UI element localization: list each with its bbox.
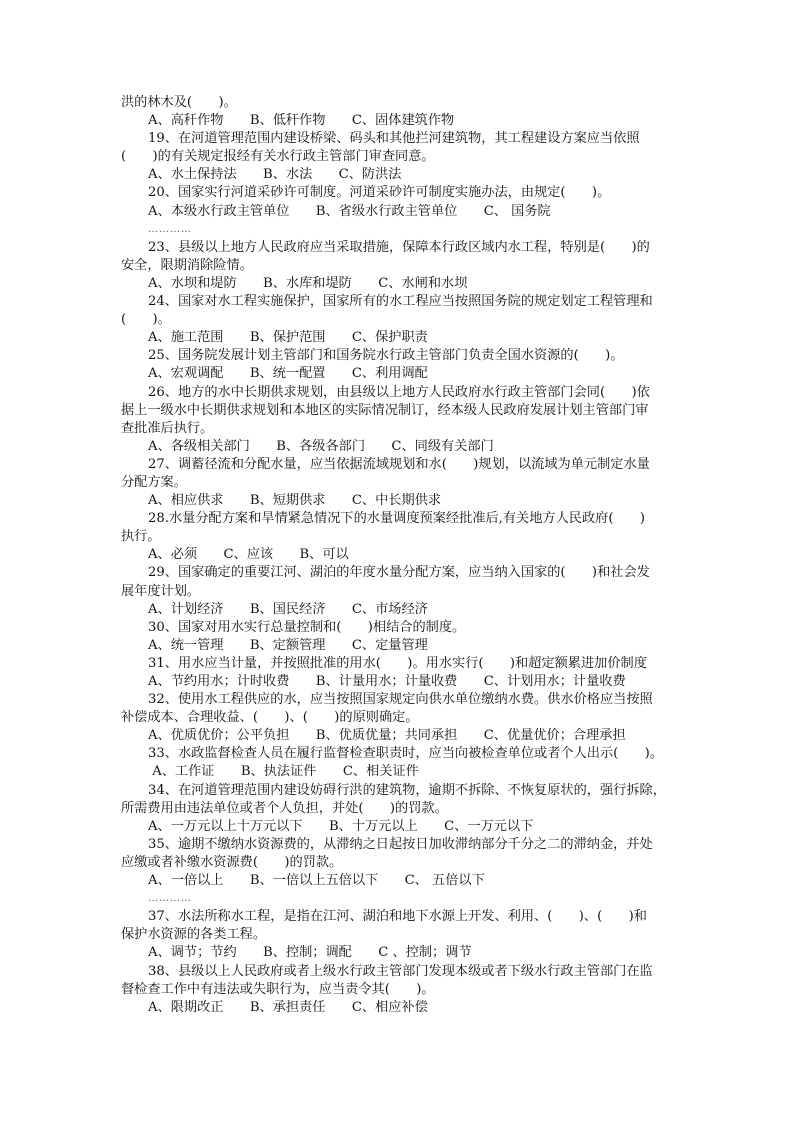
text-line: 38、县级以上人民政府或者上级水行政主管部门发现本级或者下级水行政主管部门在监 xyxy=(148,963,653,979)
exam-question-text xyxy=(121,94,681,1017)
text-line: 保护水资源的各类工程。 xyxy=(121,927,267,943)
text-line: A、施工范围 B、保护范围 C、保护职责 xyxy=(148,330,428,346)
ellipsis-separator: ………… xyxy=(148,223,192,235)
text-line: 34、在河道管理范围内建设妨碍行洪的建筑物，逾期不拆除、不恢复原状的，强行拆除， xyxy=(148,782,666,798)
text-line: 应缴或者补缴水资源费( )的罚款。 xyxy=(121,854,343,870)
text-line: A、一倍以上 B、一倍以上五倍以下 C、 五倍以下 xyxy=(148,873,485,889)
text-line: 展年度计划。 xyxy=(121,583,201,599)
text-line: 31、用水应当计量，并按照批准的用水( )。用水实行( )和超定额累进加价制度 xyxy=(148,655,647,671)
text-line: 督检查工作中有违法或失职行为，应当责令其( )。 xyxy=(121,981,435,997)
text-line: A、计划经济 B、国民经济 C、市场经济 xyxy=(148,601,428,617)
text-line: A、统一管理 B、定额管理 C、定量管理 xyxy=(148,637,428,653)
text-line: A、一万元以上十万元以下 B、十万元以上 C、一万元以下 xyxy=(148,818,534,834)
text-line: A、调节；节约 B、控制；调配 C 、控制；调节 xyxy=(148,945,472,961)
text-line: 29、国家确定的重要江河、湖泊的年度水量分配方案，应当纳入国家的( )和社会发 xyxy=(148,565,650,581)
text-line: 洪的林木及( )。 xyxy=(121,95,237,110)
text-line: 25、国务院发展计划主管部门和国务院水行政主管部门负责全国水资源的( )。 xyxy=(148,348,624,364)
text-line: 19、在河道管理范围内建设桥梁、码头和其他拦河建筑物，其工程建设方案应当依照 xyxy=(148,131,640,147)
text-line: A、高秆作物 B、低秆作物 C、固体建筑作物 xyxy=(148,113,455,129)
text-line: 27、调蓄径流和分配水量，应当依据流域规划和水( )规划，以流域为单元制定水量 xyxy=(148,456,650,472)
text-line: 30、国家对用水实行总量控制和( )相结合的制度。 xyxy=(148,619,466,635)
text-line: 分配方案。 xyxy=(121,474,187,490)
text-line: 安全，限期消除险情。 xyxy=(121,257,253,273)
text-line: A、本级水行政主管单位 B、省级水行政主管单位 C、 国务院 xyxy=(148,203,551,219)
text-line: 28.水量分配方案和旱情紧急情况下的水量调度预案经批准后,有关地方人民政府( ) xyxy=(148,511,646,527)
text-line: 据上一级水中长期供求规划和本地区的实际情况制订，经本级人民政府发展计划主管部门审 xyxy=(121,402,649,418)
text-line: ( )的有关规定报经有关水行政主管部门审查同意。 xyxy=(121,149,435,165)
text-line: 26、地方的水中长期供求规划，由县级以上地方人民政府水行政主管部门会同( )依 xyxy=(148,384,650,400)
text-line: 23、县级以上地方人民政府应当采取措施，保障本行政区域内水工程，特别是( )的 xyxy=(148,239,650,255)
text-line: 37、水法所称水工程，是指在江河、湖泊和地下水源上开发、利用、( )、( )和 xyxy=(148,909,647,925)
text-line: 33、水政监督检查人员在履行监督检查职责时，应当向被检查单位或者个人出示( )。 xyxy=(148,746,664,762)
text-line: A、各级相关部门 B、各级各部门 C、同级有关部门 xyxy=(148,438,494,454)
text-line: 查批准后执行。 xyxy=(121,420,214,436)
text-line: 32、使用水工程供应的水，应当按照国家规定向供水单位缴纳水费。供水价格应当按照 xyxy=(148,692,653,708)
text-line: A、工作证 B、执法证件 C、相关证件 xyxy=(148,764,419,780)
text-line: 35、逾期不缴纳水资源费的，从滞纳之日起按日加收滞纳部分千分之二的滞纳金，并处 xyxy=(148,836,653,852)
text-line: A、水坝和堤防 B、水库和堤防 C、水闸和水坝 xyxy=(148,275,468,291)
text-line: A、优质优价；公平负担 B、优质优量；共同承担 C、优量优价；合理承担 xyxy=(148,728,626,744)
text-line: 24、国家对水工程实施保护，国家所有的水工程应当按照国务院的规定划定工程管理和 xyxy=(148,294,653,310)
text-line: 补偿成本、合理收益、( )、( )的原则确定。 xyxy=(121,710,419,726)
text-line: 20、国家实行河道采砂许可制度。河道采砂许可制度实施办法，由规定( )。 xyxy=(148,185,611,201)
text-line: A、相应供求 B、短期供求 C、中长期供求 xyxy=(148,493,442,509)
text-line: 所需费用由违法单位或者个人负担，并处( )的罚款。 xyxy=(121,800,448,816)
text-line: ( )。 xyxy=(121,312,171,328)
text-line: A、节约用水；计时收费 B、计量用水；计量收费 C、计划用水；计量收费 xyxy=(148,674,626,689)
text-line: A、必须 C、应该 B、可以 xyxy=(148,547,349,563)
text-line: A、宏观调配 B、统一配置 C、利用调配 xyxy=(148,366,428,382)
text-line: A、限期改正 B、承担责任 C、相应补偿 xyxy=(148,999,428,1015)
text-line: 执行。 xyxy=(121,529,161,545)
text-line: A、水土保持法 B、水法 C、防洪法 xyxy=(148,167,402,183)
ellipsis-separator: ………… xyxy=(148,893,192,905)
